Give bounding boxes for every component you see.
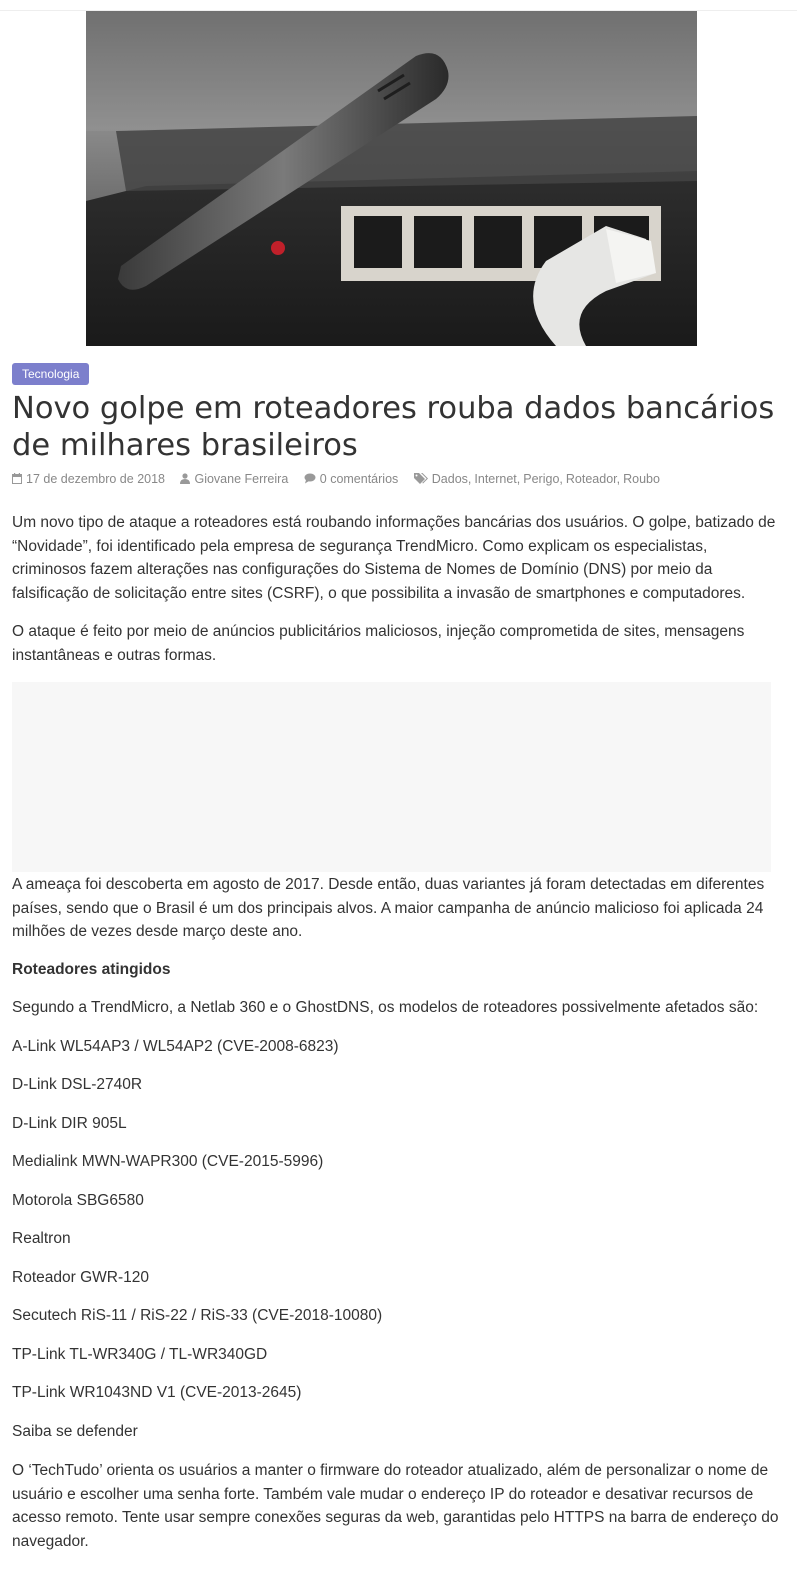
model-item: A-Link WL54AP3 / WL54AP2 (CVE-2008-6823) <box>12 1038 339 1055</box>
tag-link[interactable]: Roteador <box>565 472 617 486</box>
section-heading: Roteadores atingidos <box>12 961 171 978</box>
tag-separator: , <box>559 472 563 486</box>
meta-author-text: Giovane Ferreira <box>194 472 289 486</box>
meta-date[interactable] <box>12 470 165 488</box>
router-photo <box>86 11 697 346</box>
model-item: D-Link DSL-2740R <box>12 1076 143 1093</box>
tag-link[interactable]: Internet <box>474 472 517 486</box>
paragraph-text: A ameaça foi descoberta em agosto de 2017. Desde então, duas variantes já foram detectadas em diferentes países, sendo que o Brasil é um dos principais alvos. A maior campanha de anúncio malicioso foi aplicada 24 milhões de vezes desde março deste ano. <box>12 876 765 940</box>
model-item: Secutech RiS-11 / RiS-22 / RiS-33 (CVE-2018-10080) <box>12 1307 383 1324</box>
meta-tags <box>414 470 660 488</box>
article-paragraph <box>12 620 782 667</box>
comment-icon <box>304 473 316 484</box>
category-badge[interactable]: Tecnologia <box>12 363 89 385</box>
paragraph-text: O ‘TechTudo’ orienta os usuários a manter o firmware do roteador atualizado, além de personalizar o nome de usuário e escolher uma senha forte. Também vale mudar o endereço IP do roteador e desativar recursos de acesso remoto. Tente usar sempre conexões seguras da web, garantidas pelo HTTPS na barra de endereço do navegador. <box>12 1462 779 1550</box>
tag-separator: , <box>516 472 521 486</box>
model-item: TP-Link TL-WR340G / TL-WR340GD <box>12 1346 268 1363</box>
tag-separator: , <box>467 472 472 486</box>
top-divider <box>0 0 797 11</box>
tag-link[interactable]: Dados <box>431 472 468 486</box>
meta-date-text: 17 de dezembro de 2018 <box>26 472 165 486</box>
article-meta <box>12 470 792 488</box>
article-paragraph <box>12 511 782 605</box>
tag-separator: , <box>616 472 621 486</box>
model-item: D-Link DIR 905L <box>12 1115 127 1132</box>
meta-comments[interactable] <box>304 470 399 488</box>
article-title: Novo golpe em roteadores rouba dados bancários de milhares brasileiros <box>12 391 775 463</box>
model-item: Medialink MWN-WAPR300 (CVE-2015-5996) <box>12 1153 324 1170</box>
ad-placeholder <box>12 682 771 872</box>
defense-heading: Saiba se defender <box>12 1423 138 1440</box>
model-item: Roteador GWR-120 <box>12 1269 149 1286</box>
featured-image <box>86 11 697 346</box>
meta-comments-text: 0 comentários <box>319 472 399 486</box>
article-paragraph <box>12 1459 782 1553</box>
model-item: Motorola SBG6580 <box>12 1192 144 1209</box>
tag-link[interactable]: Perigo <box>523 472 560 486</box>
tag-link[interactable]: Roubo <box>623 472 660 486</box>
model-item: TP-Link WR1043ND V1 (CVE-2013-2645) <box>12 1384 302 1401</box>
tags-icon <box>414 473 428 484</box>
models-intro: Segundo a TrendMicro, a Netlab 360 e o GhostDNS, os modelos de roteadores possivelmente afetados são: <box>12 999 759 1016</box>
calendar-icon <box>12 473 22 484</box>
article-paragraph <box>12 873 782 944</box>
user-icon <box>180 473 190 484</box>
model-item: Realtron <box>12 1230 71 1247</box>
paragraph-text: Um novo tipo de ataque a roteadores está roubando informações bancárias dos usuários. O golpe, batizado de “Novidade”, foi identificado pela empresa de segurança TrendMicro. Como explicam os especialistas, criminosos fazem alterações nas configurações do Sistema de Nomes de Domínio (DNS) por meio da falsificação de solicitação entre sites (CSRF), o que possibilita a invasão de smartphones e computadores. <box>12 514 776 602</box>
meta-author[interactable] <box>180 470 288 488</box>
paragraph-text: O ataque é feito por meio de anúncios publicitários maliciosos, injeção comprometida de sites, mensagens instantâneas e outras formas. <box>12 623 745 664</box>
